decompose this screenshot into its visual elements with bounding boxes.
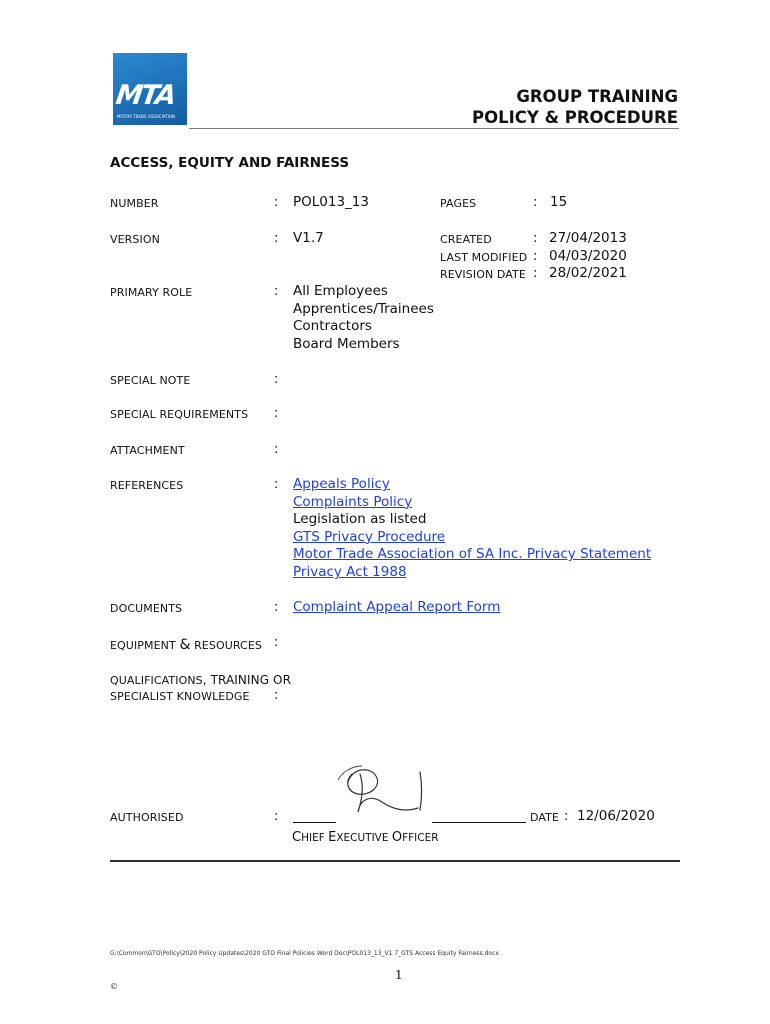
documents-colon: : [274, 600, 279, 615]
pages-colon: : [533, 195, 538, 210]
primary-role-item: All Employees [293, 283, 388, 299]
gts-privacy-procedure-link[interactable]: GTS Privacy Procedure [293, 528, 446, 545]
signature-image [330, 760, 440, 820]
special-requirements-label: SPECIAL REQUIREMENTS [110, 408, 249, 421]
last-modified-value: 04/03/2020 [549, 248, 627, 264]
footer-divider [110, 860, 680, 862]
privacy-act-link[interactable]: Privacy Act 1988 [293, 563, 407, 580]
last-modified-colon: : [533, 249, 538, 264]
copyright-symbol: © [110, 982, 118, 991]
date-colon: : [564, 809, 569, 824]
references-label: REFERENCES [110, 479, 184, 492]
qualifications-label [110, 673, 291, 687]
complaint-appeal-form-link[interactable]: Complaint Appeal Report Form [293, 599, 501, 615]
specialist-knowledge-label: SPECIALIST KNOWLEDGE [110, 690, 250, 703]
primary-role-item: Contractors [293, 318, 372, 335]
documents-label: DOCUMENTS [110, 602, 183, 615]
primary-role-list [293, 283, 434, 353]
legislation-text: Legislation as listed [293, 511, 427, 528]
references-colon: : [274, 477, 279, 492]
qualifications-label-part: QUALIFICATIONS [110, 674, 203, 687]
training-label-part: , TRAINING OR [202, 673, 292, 687]
number-label: NUMBER [110, 197, 159, 210]
title-part: E [328, 830, 337, 845]
authorised-colon: : [274, 809, 279, 824]
equipment-label [110, 637, 262, 653]
primary-role-colon: : [274, 284, 279, 299]
resources-label-part: RESOURCES [190, 639, 262, 652]
created-label: CREATED [440, 233, 492, 246]
version-label: VERSION [110, 233, 160, 246]
references-list [293, 476, 651, 582]
title-part: HIEF [301, 832, 329, 844]
title-part: C [292, 830, 302, 845]
equipment-colon: : [274, 635, 279, 650]
header-divider [189, 128, 679, 129]
attachment-label: ATTACHMENT [110, 444, 185, 457]
version-colon: : [274, 231, 279, 246]
signature-line-left [293, 808, 336, 827]
created-value: 27/04/2013 [549, 230, 627, 246]
number-value: POL013_13 [293, 194, 369, 210]
equipment-label-part: EQUIPMENT [110, 639, 180, 652]
attachment-colon: : [274, 442, 279, 457]
file-path: G:\Common\GTO\Policy\2020 Policy Updates\2020 GTO Final Policies Word Doc\POL013_13_V1 7_GTS Access Equity Fairness.docx [110, 950, 499, 957]
authorised-label: AUTHORISED [110, 811, 184, 824]
logo-subtext: MOTOR TRADE ASSOCIATION [117, 114, 176, 119]
primary-role-label: PRIMARY ROLE [110, 286, 193, 299]
special-note-colon: : [274, 372, 279, 387]
date-label: DATE [530, 811, 560, 824]
mta-logo [113, 53, 187, 125]
last-modified-label: LAST MODIFIED [440, 251, 528, 264]
logo-text: MTA [113, 80, 177, 111]
pages-value: 15 [550, 194, 568, 210]
complaints-policy-link[interactable]: Complaints Policy [293, 493, 413, 510]
signature-line-right [432, 808, 526, 827]
appeals-policy-link[interactable]: Appeals Policy [293, 476, 390, 492]
title-part: FFICER [402, 832, 439, 844]
special-note-label: SPECIAL NOTE [110, 374, 191, 387]
equipment-label-amp: & [179, 637, 191, 653]
revision-date-colon: : [533, 266, 538, 281]
section-title: ACCESS, EQUITY AND FAIRNESS [110, 155, 350, 171]
special-requirements-colon: : [274, 406, 279, 421]
signatory-title [292, 826, 439, 845]
authorised-date: 12/06/2020 [577, 808, 655, 824]
mta-privacy-statement-link[interactable]: Motor Trade Association of SA Inc. Privacy Statement [293, 546, 652, 563]
primary-role-item: Board Members [293, 335, 400, 352]
primary-role-item: Apprentices/Trainees [293, 300, 434, 317]
created-colon: : [533, 231, 538, 246]
revision-date-value: 28/02/2021 [549, 265, 627, 281]
title-line-1: GROUP TRAINING [516, 87, 678, 106]
number-colon: : [274, 195, 279, 210]
revision-date-label: REVISION DATE [440, 268, 526, 281]
title-part: O [391, 830, 403, 845]
title-part: XECUTIVE [336, 832, 392, 844]
document-title [472, 86, 678, 128]
pages-label: PAGES [440, 197, 477, 210]
qualifications-colon: : [274, 688, 279, 703]
title-line-2: POLICY & PROCEDURE [472, 108, 678, 127]
page-number: 1 [395, 968, 403, 982]
version-value: V1.7 [293, 230, 324, 246]
